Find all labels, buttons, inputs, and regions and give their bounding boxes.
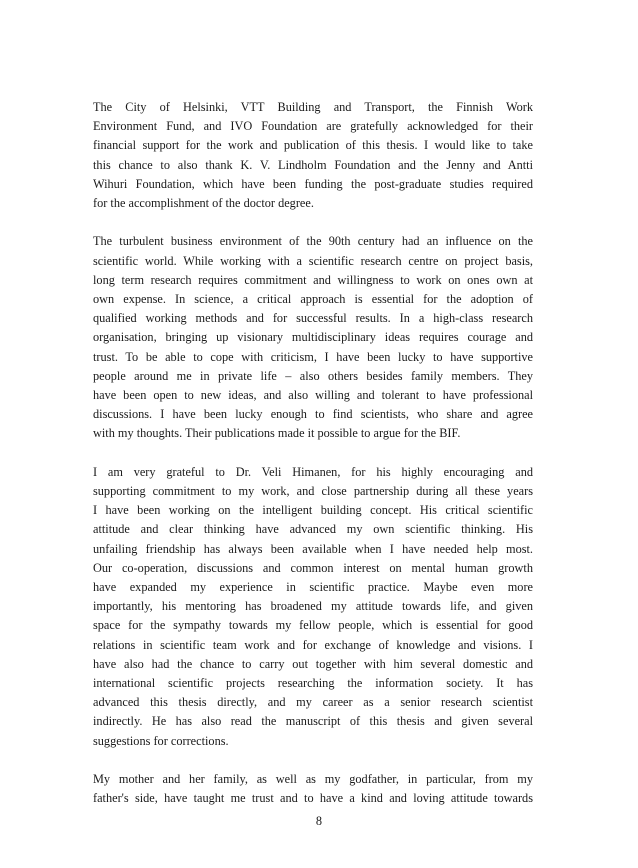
text-line: I am very grateful to Dr. Veli Himanen, for his highly encouraging and bbox=[93, 464, 533, 479]
text-line: The City of Helsinki, VTT Building and Transport, the Finnish Work bbox=[93, 100, 533, 114]
text-line: discussions. I have been lucky enough to find scientists, who share and agree bbox=[93, 407, 533, 422]
paragraph-gratitude-himanen bbox=[93, 463, 533, 751]
text-line: for the accomplishment of the doctor degree. bbox=[93, 196, 314, 211]
text-line: international scientific projects researching the information society. It has bbox=[93, 676, 533, 691]
text-line: Environment Fund, and IVO Foundation are gratefully acknowledged for their bbox=[93, 119, 533, 134]
paragraph-business-environment bbox=[93, 232, 533, 443]
text-line: qualified working methods and for successful results. In a high-class research bbox=[93, 311, 533, 326]
text-line: importantly, his mentoring has broadened my attitude towards life, and given bbox=[93, 599, 533, 614]
body-text bbox=[93, 98, 533, 828]
text-line: scientific world. While working with a scientific research centre on project basis, bbox=[93, 253, 533, 268]
text-line: Our co-operation, discussions and common interest on mental human growth bbox=[93, 560, 533, 575]
text-line: advanced this thesis directly, and my career as a senior research scientist bbox=[93, 695, 533, 710]
text-line: trust. To be able to cope with criticism, I have been lucky to have supportive bbox=[93, 349, 533, 364]
text-line: suggestions for corrections. bbox=[93, 733, 229, 748]
text-line: The turbulent business environment of the 90th century had an influence on the bbox=[93, 234, 533, 249]
text-line: this chance to also thank K. V. Lindholm Foundation and the Jenny and Antti bbox=[93, 157, 533, 172]
text-line: supporting commitment to my work, and close partnership during all these years bbox=[93, 484, 533, 499]
text-line: attitude and clear thinking have advanced my own scientific thinking. His bbox=[93, 522, 533, 537]
text-line: own expense. In science, a critical approach is essential for the adoption of bbox=[93, 292, 533, 307]
text-line: with my thoughts. Their publications made it possible to argue for the BIF. bbox=[93, 426, 461, 441]
text-line: Wihuri Foundation, which have been funding the post-graduate studies required bbox=[93, 176, 533, 191]
text-line: relations in scientific team work and for exchange of knowledge and visions. I bbox=[93, 637, 533, 652]
text-line: indirectly. He has also read the manuscript of this thesis and given several bbox=[93, 714, 533, 729]
text-line: have expanded my experience in scientific practice. Maybe even more bbox=[93, 580, 533, 595]
text-line: unfailing friendship has always been available when I have needed help most. bbox=[93, 541, 533, 556]
text-line: people around me in private life – also others besides family members. They bbox=[93, 368, 533, 383]
text-line: space for the sympathy towards my fellow people, which is essential for good bbox=[93, 618, 533, 633]
page-number: 8 bbox=[315, 814, 323, 828]
text-line: My mother and her family, as well as my godfather, in particular, from my bbox=[93, 772, 533, 787]
text-line: organisation, bringing up visionary multidisciplinary ideas requires courage and bbox=[93, 330, 533, 345]
paragraph-acknowledgement-funding bbox=[93, 98, 533, 213]
text-line: have been open to new ideas, and also willing and tolerant to have professional bbox=[93, 388, 533, 403]
paragraph-family bbox=[93, 770, 533, 808]
text-line: I have been working on the intelligent building concept. His critical scientific bbox=[93, 503, 533, 518]
text-line: father's side, have taught me trust and to have a kind and loving attitude towards bbox=[93, 791, 533, 806]
text-line: financial support for the work and publication of this thesis. I would like to take bbox=[93, 138, 533, 153]
text-line: long term research requires commitment and willingness to work on ones own at bbox=[93, 272, 533, 287]
text-line: have also had the chance to carry out together with him several domestic and bbox=[93, 656, 533, 671]
